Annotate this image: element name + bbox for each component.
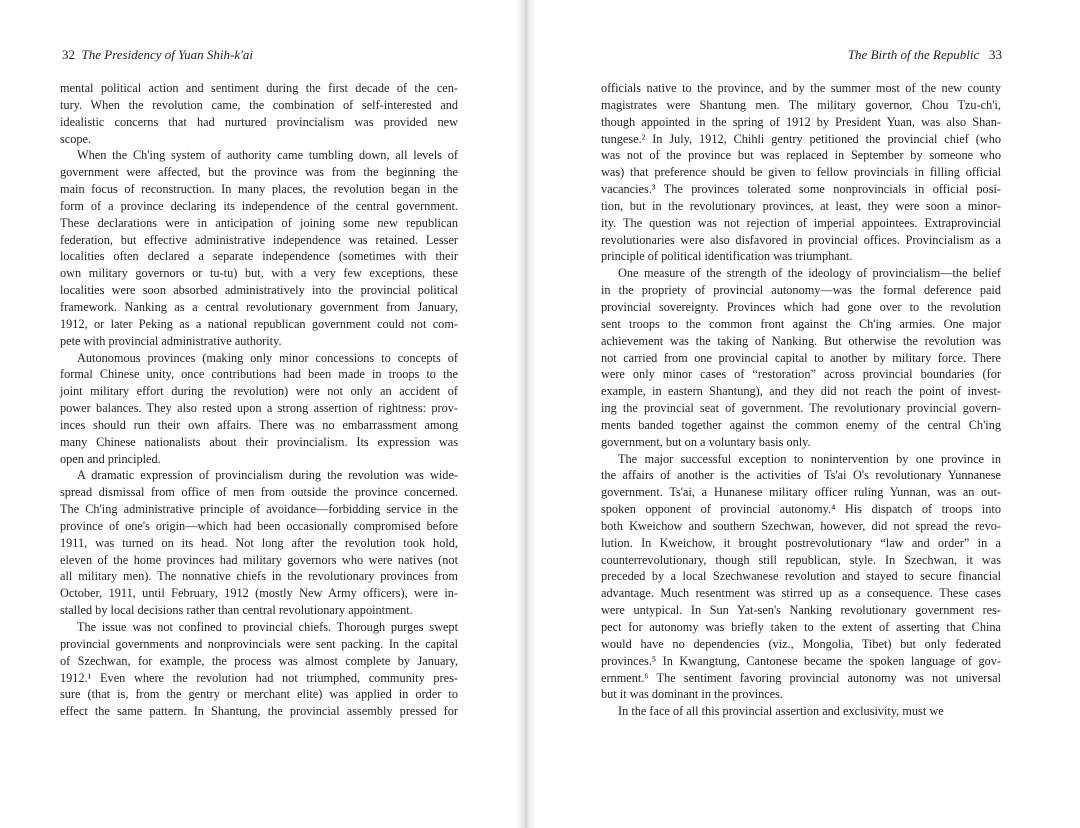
right-page-body	[601, 80, 1001, 720]
left-page-number: 32	[62, 47, 75, 62]
text-line: though appointed in the spring of 1912 by President Yuan, was also Shan-	[601, 114, 1001, 129]
text-line: idealistic concerns that had nurtured provincialism was provided new	[60, 114, 458, 129]
text-line: ernment.⁶ The sentiment favoring provincial autonomy was not universal	[601, 670, 1001, 685]
text-line: were only minor cases of “restoration” across provincial boundaries (for	[601, 367, 1001, 382]
text-line: pete with provincial administrative authority.	[60, 333, 282, 348]
text-line: were untypical. In Sun Yat-sen's Nanking revolutionary government res-	[601, 603, 1001, 618]
text-line: inces should run their own affairs. There was no embarrassment among	[60, 417, 458, 432]
text-line: but it was dominant in the provinces.	[601, 687, 784, 702]
text-line: When the Ch'ing system of authority came tumbling down, all levels of	[77, 148, 458, 163]
text-line: example, in eastern Shantung), and they did not reach the point of invest-	[601, 384, 1001, 399]
text-line: sent troops to the common front against the Ch'ing armies. One major	[601, 316, 1001, 331]
text-line: tungese.² In July, 1912, Chihli gentry petitioned the provincial chief (who	[601, 131, 1001, 146]
text-line: sure (that is, from the gentry or merchant elite) was applied in order to	[60, 687, 458, 702]
text-line: tion, but in the revolutionary provinces, at least, they were soon a minor-	[601, 198, 1001, 213]
text-line: was) that preference should be given to fellow provincials in filling official	[601, 165, 1001, 180]
text-line: advantage. Much resentment was stirred up as a consequence. These cases	[601, 586, 1001, 601]
text-line: eleven of the home provinces had military governors who were natives (not	[60, 552, 458, 567]
text-line: October, 1911, until February, 1912 (mostly New Army officers), were in-	[60, 586, 458, 601]
text-line: ments banded together against the common enemy of the central Ch'ing	[601, 417, 1001, 432]
text-line: mental political action and sentiment during the first decade of the cen-	[60, 81, 458, 95]
text-line: localities were soon absorbed administratively into the provincial political	[60, 283, 458, 298]
text-line: The major successful exception to nonintervention by one province in	[618, 451, 1001, 466]
text-line: localities often declared a separate independence (sometimes with their	[60, 249, 458, 264]
text-line: form of a province declaring its independence of the central government.	[60, 198, 458, 213]
text-line: main focus of reconstruction. In many places, the revolution began in the	[60, 182, 458, 197]
text-line: joint military effort during the revolution) were not only an accident of	[60, 384, 458, 399]
text-line: both Kweichow and southern Szechwan, however, did not spread the revo-	[601, 518, 1001, 533]
text-line: ing the provincial seat of government. The revolutionary provincial govern-	[601, 401, 1001, 416]
text-line: formal Chinese unity, once contributions had been made in troops to the	[60, 367, 458, 382]
text-line: provinces.⁵ In Kwangtung, Cantonese became the spoken language of gov-	[601, 653, 1001, 668]
text-line: own military governors or tu-tu) but, with a very few exceptions, these	[60, 266, 458, 281]
text-line: province of one's origin—which had been occasionally compromised before	[60, 518, 458, 533]
text-line: One measure of the strength of the ideology of provincialism—the belief	[618, 266, 1001, 281]
text-line: vacancies.³ The provinces tolerated some nonprovincials in official posi-	[601, 182, 1001, 197]
text-line: government were affected, but the province was from the beginning the	[60, 165, 458, 180]
text-line: officials native to the province, and by the summer most of the new county	[601, 81, 1001, 95]
text-line: in the propriety of provincial autonomy—was the formal deference paid	[601, 283, 1001, 298]
left-running-head-title: The Presidency of Yuan Shih-k'ai	[81, 47, 254, 62]
text-line: 1911, was turned on its head. Not long after the revolution took hold,	[60, 535, 458, 550]
text-line: government, but on a voluntary basis only.	[601, 434, 811, 449]
text-line: In the face of all this provincial assertion and exclusivity, must we	[618, 704, 944, 719]
text-line: Autonomous provinces (making only minor concessions to concepts of	[77, 350, 458, 365]
right-running-header	[848, 47, 1002, 63]
text-line: government. Ts'ai, a Hunanese military officer ruling Yunnan, was an out-	[601, 485, 1001, 500]
text-line: all military men). The nonnative chiefs in the revolutionary provinces from	[60, 569, 458, 584]
text-line: magistrates were Shantung men. The military governor, Chou Tzu-ch'i,	[601, 97, 1001, 112]
left-running-header	[62, 47, 253, 63]
text-line: stalled by local decisions rather than central revolutionary appointment.	[60, 603, 413, 618]
text-line: power balances. They also rested upon a strong assertion of rightness: prov-	[60, 401, 458, 416]
text-line: These declarations were in anticipation of joining some new republican	[60, 215, 458, 230]
text-line: provincial sovereignty. Provinces which had gone over to the revolution	[601, 299, 1001, 314]
text-line: A dramatic expression of provincialism during the revolution was wide-	[77, 468, 458, 483]
text-line: spoken opponent of provincial autonomy.⁴ His dispatch of troops into	[601, 502, 1001, 517]
text-line: framework. Nanking as a central revolutionary government from January,	[60, 299, 458, 314]
text-line: not carried from one provincial capital to another by military force. There	[601, 350, 1001, 365]
text-line: provincial governments and nonprovincials were sent packing. In the capital	[60, 636, 458, 651]
text-line: of Szechwan, for example, the process was almost complete by January,	[60, 653, 458, 668]
text-line: counterrevolutionary, though still republican, style. In Szechwan, it was	[601, 552, 1001, 567]
text-line: principle of political identification was triumphant.	[601, 249, 853, 264]
text-line: preceded by a local Szechwanese revolution and stayed to secure financial	[601, 569, 1001, 584]
left-page	[0, 0, 524, 828]
text-line: was not of the province but was replaced in September by someone who	[601, 148, 1001, 163]
text-line: ity. The question was not rejection of imperial appointees. Extraprovincial	[601, 215, 1001, 230]
left-page-body	[60, 80, 458, 720]
text-line: tury. When the revolution came, the combination of self-interested and	[60, 97, 458, 112]
text-line: the affairs of another is the activities of Ts'ai O's revolutionary Yunnanese	[601, 468, 1001, 483]
right-running-head-title: The Birth of the Republic	[847, 47, 980, 62]
text-line: spread dismissal from office of men from outside the province concerned.	[60, 485, 458, 500]
text-line: would have no dependencies (viz., Mongolia, Tibet) but only federated	[601, 636, 1001, 651]
right-page-number: 33	[989, 47, 1002, 62]
text-line: many Chinese nationalists about their provincialism. Its expression was	[60, 434, 458, 449]
text-line: open and principled.	[60, 451, 161, 466]
text-line: scope.	[60, 131, 92, 146]
text-line: revolutionaries were also disfavored in provincial offices. Provincialism as a	[601, 232, 1001, 247]
text-line: federation, but effective administrative independence was retained. Lesser	[60, 232, 458, 247]
text-line: The issue was not confined to provincial chiefs. Thorough purges swept	[77, 620, 458, 634]
text-line: pect for autonomy was briefly taken to the extent of asserting that China	[601, 620, 1001, 634]
text-line: 1912, or later Peking as a national republican government could not com-	[60, 316, 458, 331]
right-page	[532, 0, 1080, 828]
text-line: The Ch'ing administrative principle of avoidance—forbidding service in the	[60, 502, 458, 517]
text-line: 1912.¹ Even where the revolution had not triumphed, community pres-	[60, 670, 458, 685]
text-line: achievement was the taking of Nanking. But otherwise the revolution was	[601, 333, 1001, 348]
text-line: effect the same pattern. In Shantung, the provincial assembly pressed for	[60, 704, 458, 719]
text-line: lution. In Kweichow, it brought postrevolutionary “law and order” in a	[601, 535, 1001, 550]
